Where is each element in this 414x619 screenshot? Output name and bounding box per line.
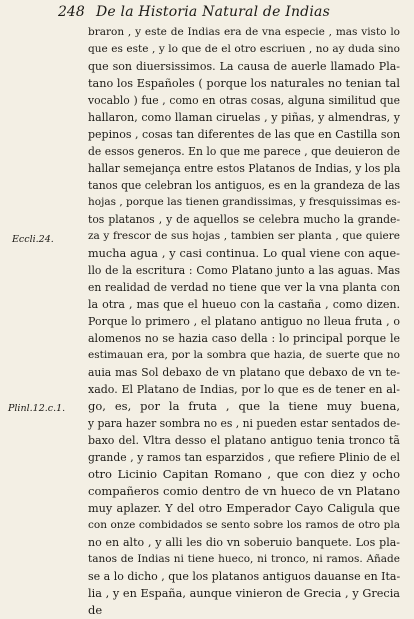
text-line: y para hazer sombra no es , ni pueden estar sentados de- [88, 417, 401, 430]
text-line: tano los Españoles ( porque los naturales no tenian tal [88, 77, 400, 90]
text-line: grande , y ramos tan esparzidos , que refiere Plinio de el [88, 451, 400, 464]
text-line: otro Licinio Capitan Romano , que con diez y ocho [88, 467, 400, 481]
text-line: estimauan era, por la sombra que hazia, de suerte que no [88, 349, 400, 361]
text-line: muy aplazer. Y del otro Emperador Cayo Caligula que [88, 502, 400, 515]
text-line: tanos que celebran los antiguos, es en la grandeza de las [88, 179, 400, 192]
text-line: en realidad de verdad no tiene que ver la vna planta con [88, 281, 400, 294]
text-line: Porque lo primero , el platano antiguo no lleua fruta , o [88, 315, 400, 328]
text-line: go, es, por la fruta , que la tiene muy buena, [88, 399, 400, 413]
text-line: de essos generos. En lo que me parece , que deuieron de [88, 145, 400, 158]
text-line: la otra , mas que el hueuo con la castaña , como dizen. [88, 298, 400, 311]
text-line: xado. El Platano de Indias, por lo que es de tener en al- [88, 383, 400, 396]
text-line: tanos de Indias ni tiene hueco, ni tronco, ni ramos. Añade [88, 553, 400, 565]
text-line: se a lo dicho , que los platanos antiguos dauanse en Ita- [88, 570, 401, 583]
text-line: hallar semejança entre estos Platanos de Indias, y los pla [88, 162, 401, 175]
text-line: braron , y este de Indias era de vna especie , mas visto lo [88, 26, 400, 38]
text-line: que son diuersissimos. La causa de auerle llamado Pla- [88, 60, 400, 73]
text-line: que es este , y lo que de el otro escriuen , no ay duda sino [88, 43, 400, 55]
text-line: lia , y en España, aunque vinieron de Grecia , y Grecia [88, 587, 400, 600]
page-number: 248 [58, 4, 85, 20]
text-line: za y frescor de sus hojas , tambien ser planta , que quiere [88, 230, 400, 242]
text-line: baxo del. Vltra desso el platano antiguo tenia tronco tã [88, 434, 400, 447]
text-line: con onze combidados se sento sobre los ramos de otro pla [88, 519, 400, 531]
text-line: auia mas Sol debaxo de vn platano que debaxo de vn te- [88, 366, 400, 379]
text-line: hojas , porque las tienen grandissimas, y fresquissimas es- [88, 196, 401, 208]
margin-note-eccli: Eccli.24. [12, 234, 54, 245]
page-header [0, 4, 414, 24]
margin-note-plinio: Plinl.12.c.1. [8, 403, 66, 414]
text-line: llo de la escritura : Como Platano junto a las aguas. Mas [88, 264, 400, 277]
text-line: tos platanos , y de aquellos se celebra mucho la grande- [88, 213, 400, 226]
text-line: compañeros comio dentro de vn hueco de vn Platano [88, 484, 400, 498]
text-line: de [88, 603, 103, 617]
text-line: hallaron, como llaman ciruelas , y piñas, y almendras, y [88, 111, 400, 124]
running-title: De la Historia Natural de Indias [96, 4, 330, 20]
text-line: mucha agua , y casi continua. Lo qual viene con aque- [88, 247, 400, 260]
body-text [88, 24, 400, 619]
text-line: no en alto , y alli les dio vn soberuio banquete. Los pla- [88, 536, 400, 549]
text-line: vocablo ) fue , como en otras cosas, alguna similitud que [88, 94, 400, 107]
text-line: alomenos no se hazia caso della : lo principal porque le [88, 332, 400, 345]
text-line: pepinos , cosas tan diferentes de las que en Castilla son [88, 128, 401, 141]
